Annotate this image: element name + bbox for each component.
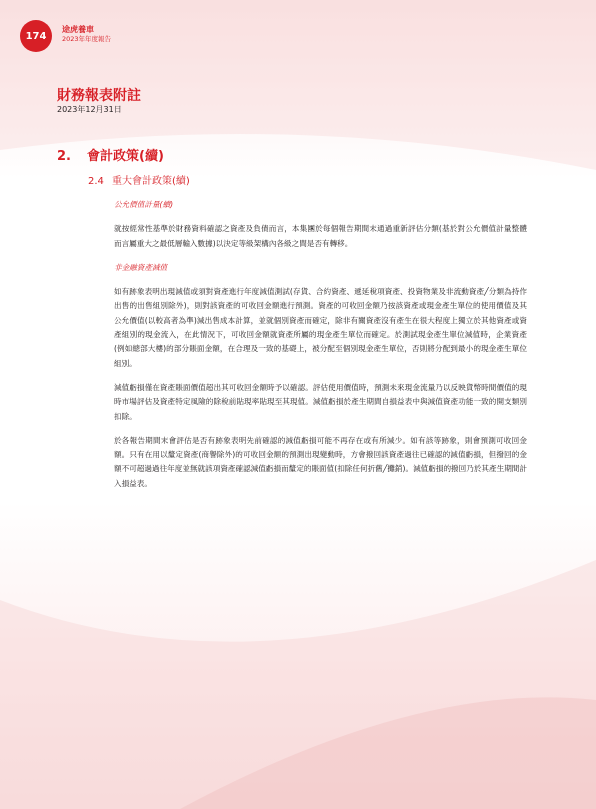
- page-number-badge: 174: [20, 20, 52, 52]
- page-date: 2023年12月31日: [57, 105, 122, 114]
- section-title: 會計政策(續): [87, 149, 164, 164]
- impairment-paragraph-2: 減值虧損僅在資產賬面價值超出其可收回金額時予以確認。評估使用價值時，預測未來現金流量乃以反映貨幣時間價值的現時市場評估及資產特定風險的除稅前貼現率貼現至其現值。減值虧損於產生期間自損益表中與減值資產功能一致的開支類別扣除。: [114, 382, 527, 421]
- page-title: 財務報表附註: [57, 88, 141, 104]
- report-name: 2023年年度報告: [62, 35, 112, 43]
- subsection-title: 重大會計政策(續): [112, 176, 190, 187]
- fair-value-heading: 公允價值計量(續): [114, 200, 174, 209]
- fair-value-paragraph: 就按經常性基準於財務資料確認之資產及負債而言，本集團於每個報告期間末通過重新評估分類(基於對公允價值計量整體而言屬重大之最低層輸入數據)以決定等級架構內各級之間是否有轉移。: [114, 224, 527, 248]
- section-heading: [57, 145, 164, 164]
- subsection-number: 2.4: [88, 176, 104, 187]
- section-number: 2.: [57, 149, 71, 164]
- impairment-paragraph-1: 如有跡象表明出現減值或須對資產進行年度減值測試(存貨、合約資產、遞延稅項資產、投資物業及非流動資產╱分類為持作出售的出售組別除外)，則對該資產的可收回金額進行預測。資產的可收回金額乃按該資產或現金產生單位的使用價值及其公允價值(以較高者為準)減出售成本計算，並就個別資產而確定，除非有關資產沒有產生在很大程度上獨立於其他資產或資產組別的現金流入，在此情況下，可收回金額就資產所屬的現金產生單位而確定。於測試現金產生單位減值時，企業資產(例如總部大樓)的部分賬面金額，在合理及一致的基礎上，被分配至個別現金產生單位，否則將分配到最小的現金產生單位組別。: [114, 287, 527, 368]
- company-name: 途虎養車: [62, 25, 94, 34]
- impairment-paragraph-3: 於各報告期間末會評估是否有跡象表明先前確認的減值虧損可能不再存在或有所減少。如有該等跡象，則會預測可收回金額。只有在用以釐定資產(商譽除外)的可收回金額的預測出現變動時，方會撥回該資產過往已確認的減值虧損，但撥回的金額不可超過過往年度並無就該項資產確認減值虧損而釐定的賬面值(扣除任何折舊╱攤銷)。減值虧損的撥回乃於其產生期間計入損益表。: [114, 435, 527, 488]
- notes-body: [114, 198, 527, 501]
- subsection-heading: [88, 172, 190, 187]
- impairment-heading: 非金融資產減值: [114, 262, 168, 272]
